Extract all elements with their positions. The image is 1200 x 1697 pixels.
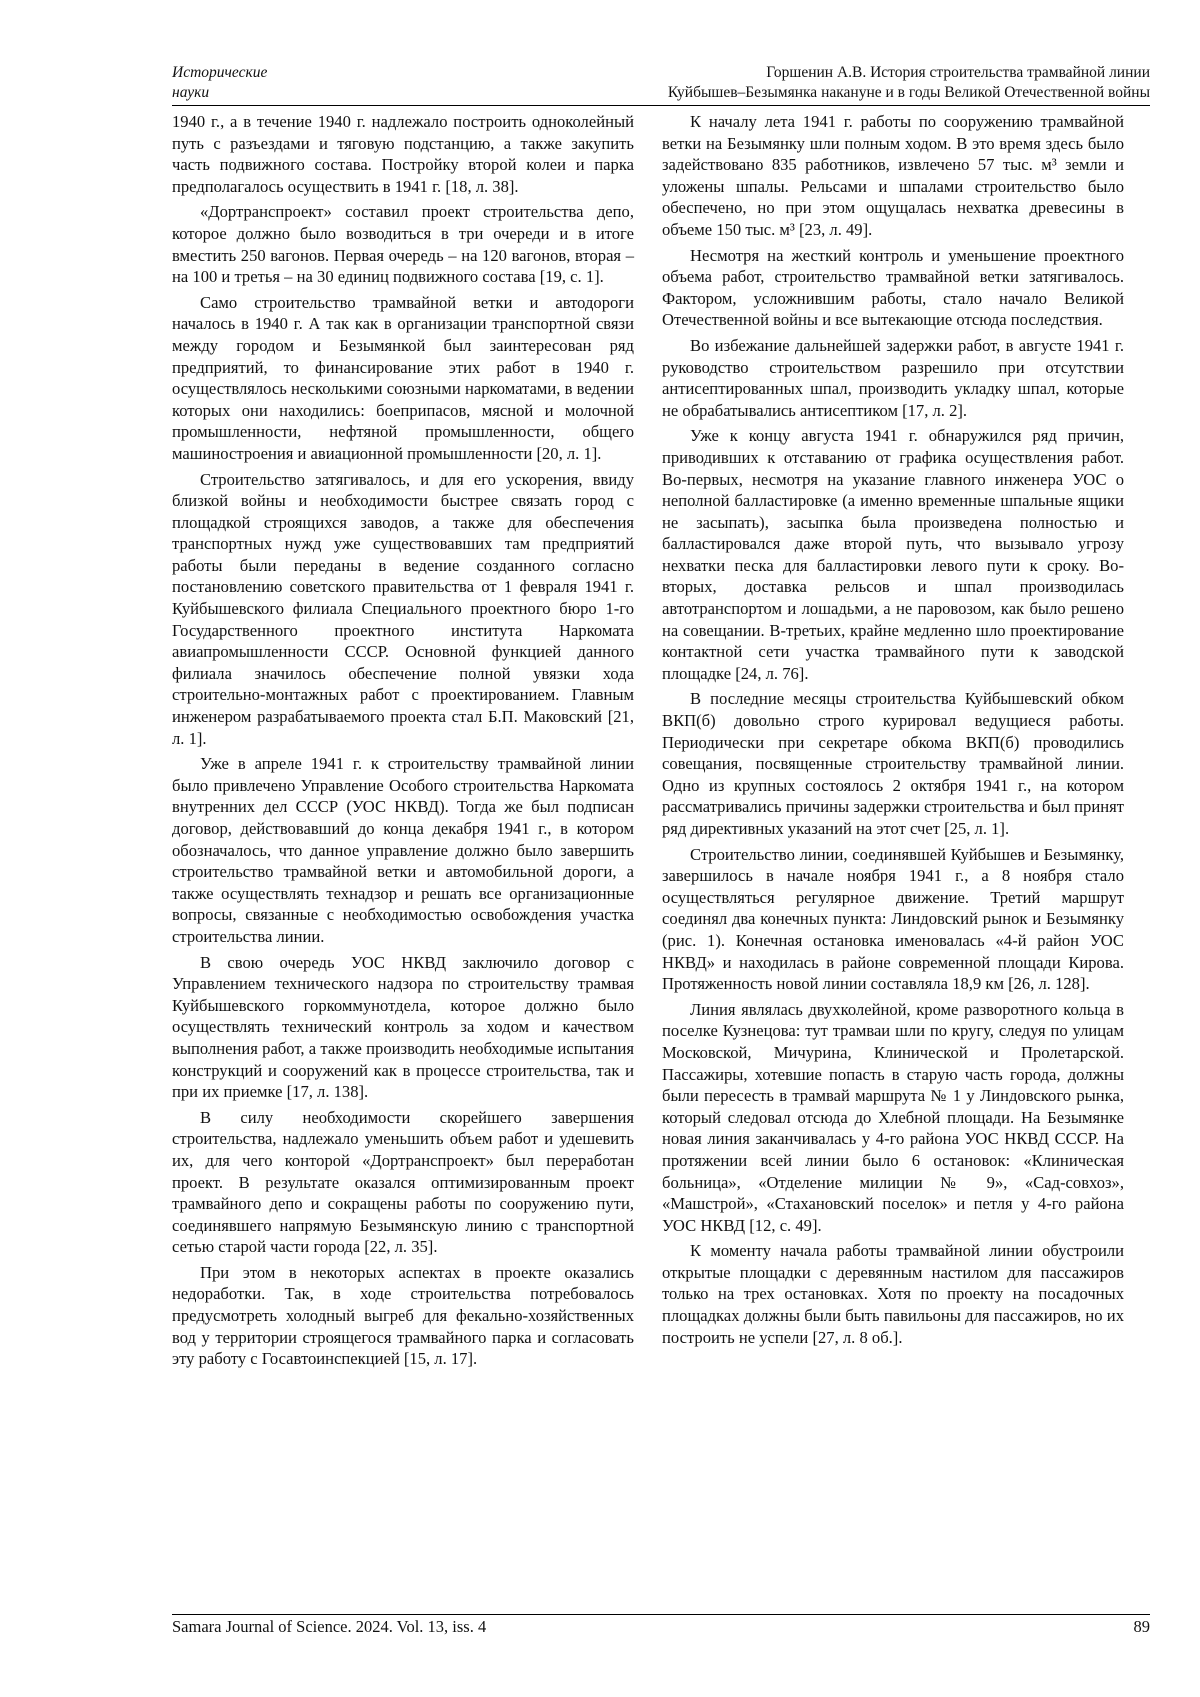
paragraph: Уже к концу августа 1941 г. обнаружился ряд причин, приводивших к отставанию от графика осуществления работ. Во-первых, несмотря на указание главного инженера УОС о неполной балластировке (а именно временные шпальные ящики не засыпать), засыпка была произведена полностью и балластировался даже второй путь, что вызывало угрозу нехватки песка для балластировки левого пути к сроку. Во-вторых, доставка рельсов и шпал производилась автотранспортом и лошадьми, а не паровозом, как было решено на совещании. В-третьих, крайне медленно шло проектирование контактной сети участка трамвайного пути к заводской площадке [24, л. 76]. (662, 426, 1124, 683)
journal-citation: Samara Journal of Science. 2024. Vol. 13, iss. 4 (172, 1617, 487, 1636)
running-header (172, 63, 1150, 106)
right-column (662, 111, 1124, 1352)
left-column (172, 111, 634, 1374)
paragraph: В последние месяцы строительства Куйбышевский обком ВКП(б) довольно строго курировал ведущиеся работы. Периодически при секретаре обкома ВКП(б) проводились совещания, посвященные строительству трамвайной линии. Одно из крупных состоялось 2 октября 1941 г., на котором рассматривались причины задержки строительства и был принят ряд директивных указаний на этот счет [25, л. 1]. (662, 689, 1124, 838)
paragraph: При этом в некоторых аспектах в проекте оказались недоработки. Так, в ходе строительства потребовалось предусмотреть холодный выгреб для фекально-хозяйственных вод у территории строящегося трамвайного парка и согласовать эту работу с Госавтоинспекцией [15, л. 17]. (172, 1262, 634, 1369)
article-title-line-2: Куйбышев–Безымянка накануне и в годы Великой Отечественной войны (667, 84, 1150, 101)
paragraph: «Дортранспроект» составил проект строительства депо, которое должно было возводиться в три очереди и в итоге вместить 250 вагонов. Первая очередь – на 120 вагонов, вторая – на 100 и третья – на 30 единиц подвижного состава [19, с. 1]. (172, 202, 634, 287)
section-label (172, 63, 267, 103)
article-title-line-1: Горшенин А.В. История строительства трамвайной линии (766, 64, 1150, 81)
paragraph: В свою очередь УОС НКВД заключило договор с Управлением технического надзора по строительству трамвая Куйбышевского горкоммунотдела, которое должно было осуществлять технический контроль за ходом и качеством выполнения работ, а также производить необходимые испытания конструкций и сооружений как в процессе строительства, так и при их приемке [17, л. 138]. (172, 952, 634, 1102)
paragraph: К началу лета 1941 г. работы по сооружению трамвайной ветки на Безымянку шли полным ходом. В это время здесь было задействовано 835 работников, извлечено 57 тыс. м³ земли и уложены шпалы. Рельсами и шпалами строительство было обеспечено, но при этом ощущалась нехватка древесины в объеме 150 тыс. м³ [23, л. 49]. (662, 112, 1124, 239)
paragraph: 1940 г., а в течение 1940 г. надлежало построить одноколейный путь с разъездами и тяговую подстанцию, а также закупить часть подвижного состава. Постройку второй колеи и парка предполагалось осуществить в 1941 г. [18, л. 38]. (172, 112, 634, 196)
paragraph: Во избежание дальнейшей задержки работ, в августе 1941 г. руководство строительством разрешило при отсутствии антисептированных шпал, производить укладку шпал, которые не обрабатывались антисептиком [17, л. 2]. (662, 335, 1124, 420)
paragraph: Строительство линии, соединявшей Куйбышев и Безымянку, завершилось в начале ноября 1941 г., а 8 ноября стало осуществляться регулярное движение. Третий маршрут соединял два конечных пункта: Линдовский рынок и Безымянку (рис. 1). Конечная остановка именовалась «4-й район УОС НКВД» и находилась в районе современной площади Кирова. Протяженность новой линии составляла 18,9 км [26, л. 128]. (662, 844, 1124, 994)
paragraph: Линия являлась двухколейной, кроме разворотного кольца в поселке Кузнецова: тут трамваи шли по кругу, следуя по улицам Московской, Мичурина, Клинической и Пролетарской. Пассажиры, хотевшие попасть в старую часть города, должны были пересесть в трамвай маршрута № 1 у Линдовского рынка, который следовал отсюда до Хлебной площади. На Безымянке новая линия заканчивалась у 4-го района УОС НКВД СССР. На протяжении всей линии было 6 остановок: «Клиническая больница», «Отделение милиции № 9», «Сад-совхоз», «Машстрой», «Стахановский поселок» и петля у 4-го района УОС НКВД [12, с. 49]. (662, 999, 1124, 1235)
paragraph: Само строительство трамвайной ветки и автодороги началось в 1940 г. А так как в организации транспортной связи между городом и Безымянкой был заинтересован ряд предприятий, то финансирование этих работ в 1940 г. осуществлялось несколькими союзными наркоматами, в ведении которых они находились: боеприпасов, мясной и молочной промышленности, нефтяной промышленности, общего машиностроения и авиационной промышленности [20, л. 1]. (172, 292, 634, 463)
paragraph: Несмотря на жесткий контроль и уменьшение проектного объема работ, строительство трамвайной ветки затягивалось. Фактором, усложнившим работы, стало начало Великой Отечественной войны и все вытекающие отсюда последствия. (662, 245, 1124, 330)
paragraph: В силу необходимости скорейшего завершения строительства, надлежало уменьшить объем работ и удешевить их, для чего конторой «Дортранспроект» был переработан проект. В результате оказался оптимизированным проект трамвайного депо и сокращены работы по сооружению пути, соединявшего напрямую Безымянскую линию с транспортной сетью старой части города [22, л. 35]. (172, 1107, 634, 1257)
paragraph: К моменту начала работы трамвайной линии обустроили открытые площадки с деревянным настилом для пассажиров только на трех остановках. Хотя по проекту на посадочных площадках должны были быть павильоны для пассажиров, но их построить не успели [27, л. 8 об.]. (662, 1241, 1124, 1347)
paragraph: Уже в апреле 1941 г. к строительству трамвайной линии было привлечено Управление Особого строительства Наркомата внутренних дел СССР (УОС НКВД). Тогда же был подписан договор, действовавший до конца декабря 1941 г., в котором обозначалось, что данное управление должно было завершить строительство трамвайной ветки и автомобильной дороги, а также осуществлять технадзор и решать все организационные вопросы, связанные с необходимостью освобождения участка строительства линии. (172, 754, 634, 946)
paragraph: Строительство затягивалось, и для его ускорения, ввиду близкой войны и необходимости быстрее связать город с площадкой строящихся заводов, а также для обеспечения транспортных нужд уже существовавших там предприятий работы были переданы в ведение созданного согласно постановлению советского правительства от 1 февраля 1941 г. Куйбышевского филиала Специального проектного бюро 1-го Государственного проектного института Наркомата авиапромышленности СССР. Основной функцией данного филиала значилось обеспечение полной увязки хода строительно-монтажных работ с проектированием. Главным инженером разрабатываемого проекта стал Б.П. Маковский [21, л. 1]. (172, 469, 634, 748)
article-running-title (668, 63, 1150, 103)
page-footer (172, 1614, 1150, 1636)
section-label-line-2: науки (172, 84, 210, 101)
section-label-line-1: Исторические (172, 64, 268, 81)
page-number: 89 (1133, 1617, 1150, 1636)
